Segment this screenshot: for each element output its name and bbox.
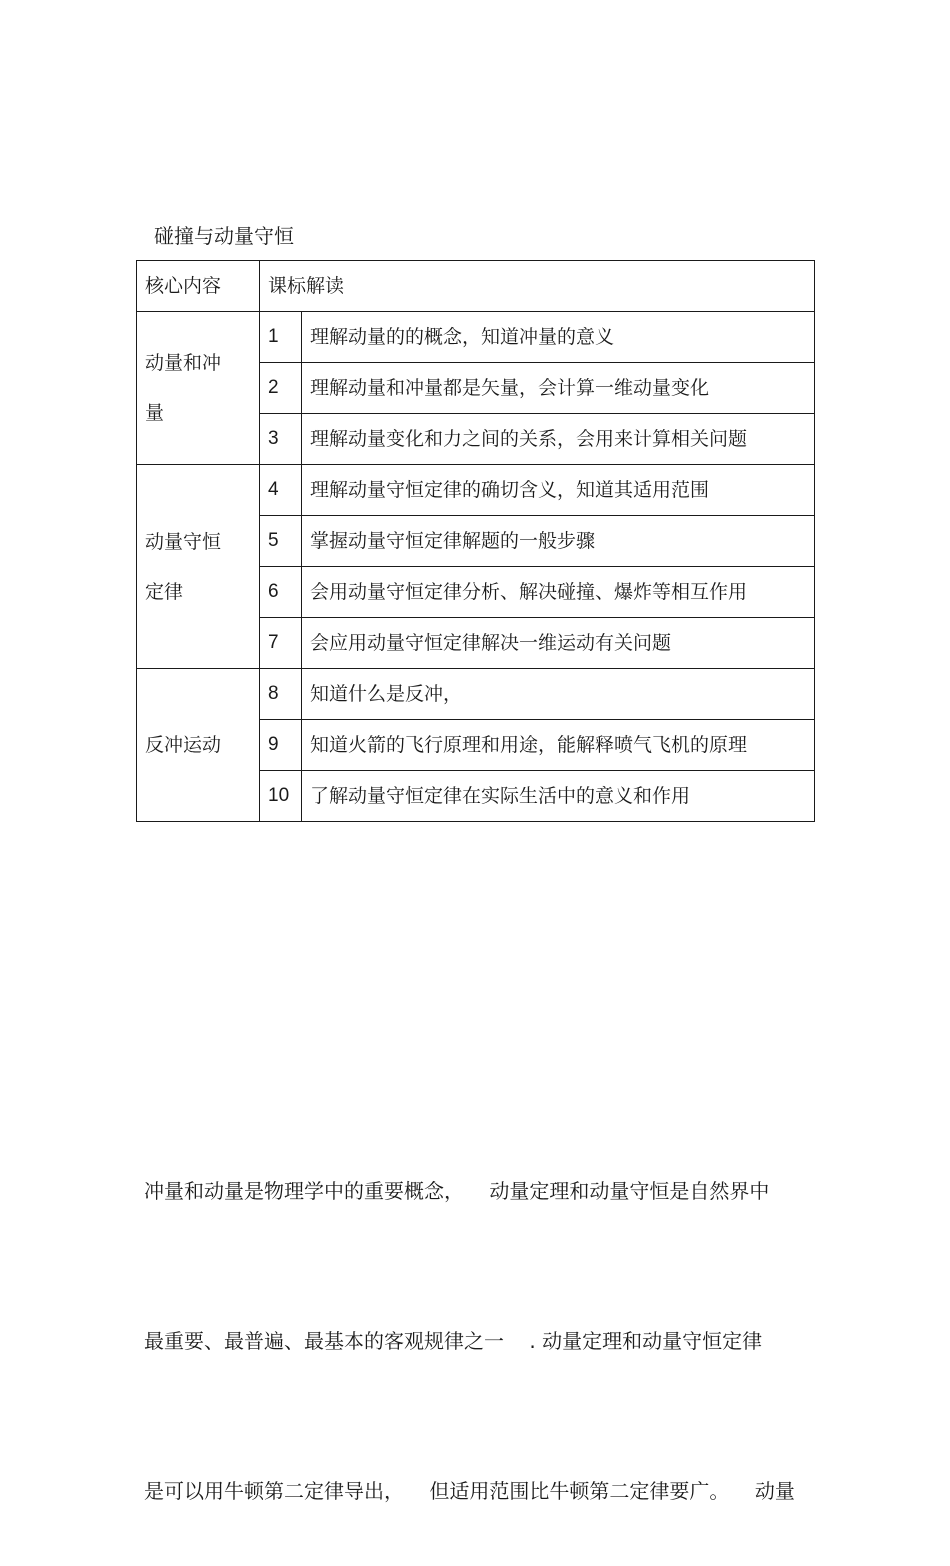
table-row (137, 465, 815, 516)
header-standard-interpretation: 课标解读 (260, 261, 815, 312)
document-title: 碰撞与动量守恒 (154, 224, 294, 248)
table-row (137, 669, 815, 720)
topic-cell: 反冲运动 (137, 669, 260, 822)
paragraph-line: 最重要、最普遍、最基本的客观规律之一 . 动量定理和动量守恒定律 (144, 1329, 763, 1353)
topic-cell: 动量守恒定律 (137, 465, 260, 669)
item-description: 会用动量守恒定律分析、解决碰撞、爆炸等相互作用 (302, 567, 815, 618)
paragraph-line: 冲量和动量是物理学中的重要概念， 动量定理和动量守恒是自然界中 (144, 1179, 770, 1203)
table-row (137, 312, 815, 363)
item-number: 4 (260, 465, 302, 516)
item-number: 8 (260, 669, 302, 720)
item-number: 10 (260, 771, 302, 822)
body-paragraph (144, 1066, 812, 1566)
item-description: 会应用动量守恒定律解决一维运动有关问题 (302, 618, 815, 669)
item-number: 9 (260, 720, 302, 771)
item-number: 3 (260, 414, 302, 465)
item-description: 掌握动量守恒定律解题的一般步骤 (302, 516, 815, 567)
item-description: 知道什么是反冲， (302, 669, 815, 720)
item-number: 7 (260, 618, 302, 669)
item-number: 1 (260, 312, 302, 363)
item-description: 理解动量和冲量都是矢量，会计算一维动量变化 (302, 363, 815, 414)
item-description: 了解动量守恒定律在实际生活中的意义和作用 (302, 771, 815, 822)
topic-cell: 动量和冲量 (137, 312, 260, 465)
item-description: 知道火箭的飞行原理和用途，能解释喷气飞机的原理 (302, 720, 815, 771)
table-header-row (137, 261, 815, 312)
item-number: 5 (260, 516, 302, 567)
item-description: 理解动量变化和力之间的关系，会用来计算相关问题 (302, 414, 815, 465)
item-number: 6 (260, 567, 302, 618)
header-core-content: 核心内容 (137, 261, 260, 312)
item-number: 2 (260, 363, 302, 414)
curriculum-table (136, 260, 815, 822)
paragraph-line: 是可以用牛顿第二定律导出， 但适用范围比牛顿第二定律要广。 动量 (144, 1479, 795, 1503)
item-description: 理解动量的的概念，知道冲量的意义 (302, 312, 815, 363)
item-description: 理解动量守恒定律的确切含义，知道其适用范围 (302, 465, 815, 516)
